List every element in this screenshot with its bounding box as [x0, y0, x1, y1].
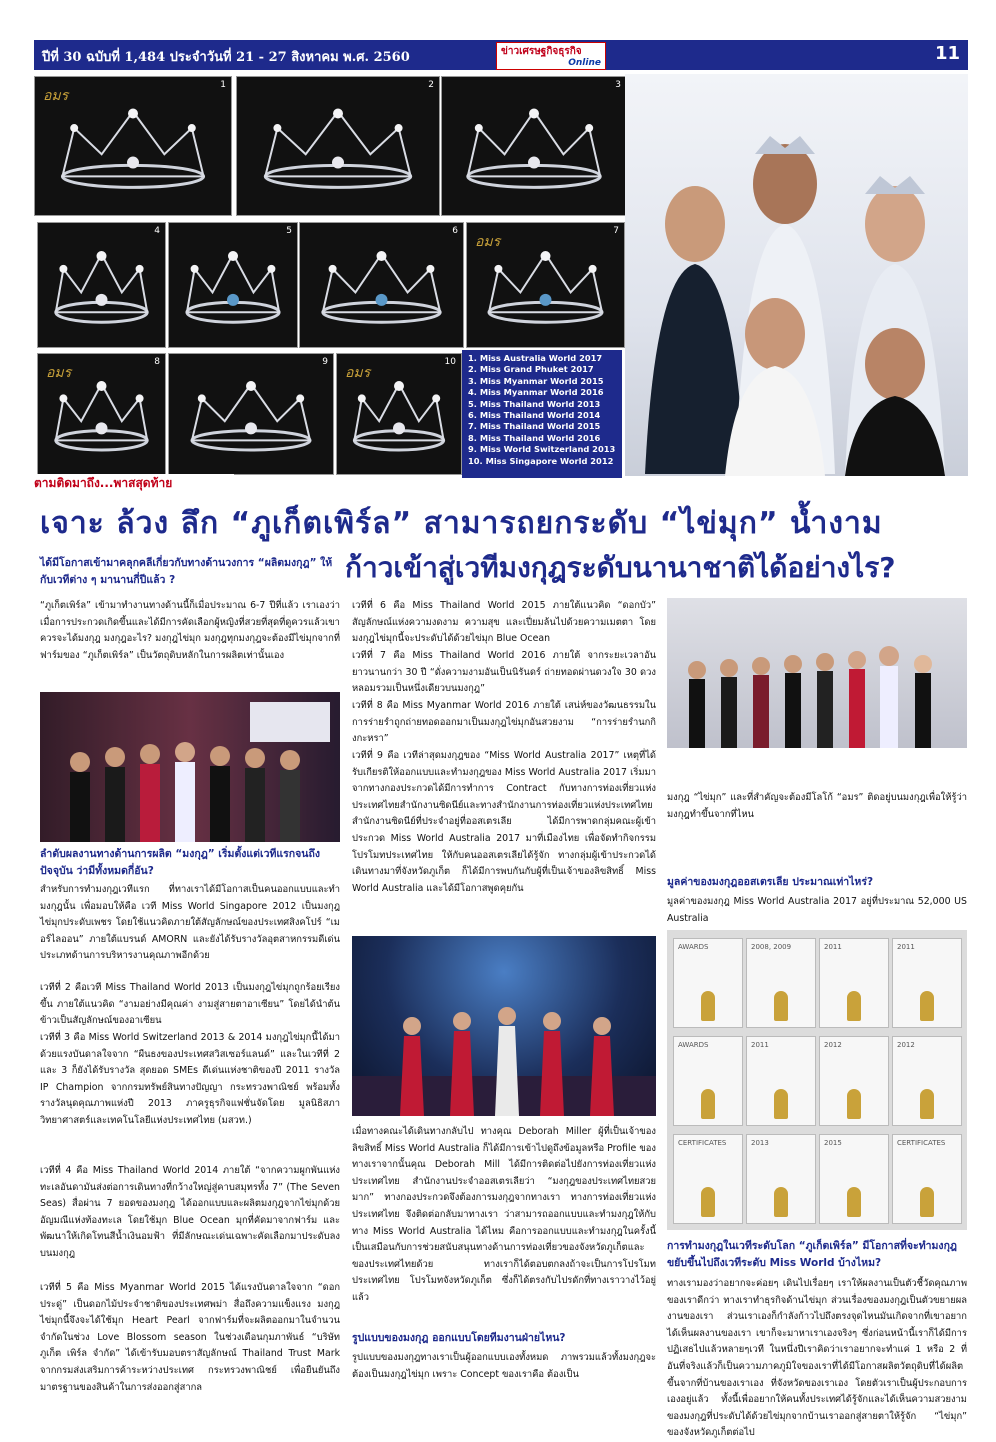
award-label: 2008, 2009: [751, 943, 792, 951]
paragraph: มงกุฎ “ไข่มุก” และที่สำคัญจะต้องมีโลโก้ “อมร” ติดอยู่บนมงกุฎเพื่อให้รู้ว่ามงกุฎทำขึ้นจากที่ไหน: [667, 792, 967, 820]
legend-item: 3. Miss Myanmar World 2015: [468, 375, 604, 386]
stage-photo: [352, 936, 656, 1116]
legend-item: 4. Miss Myanmar World 2016: [468, 387, 604, 398]
award-label: CERTIFICATES: [678, 1139, 727, 1147]
queens-photo: [625, 74, 968, 476]
crown-photo: [336, 353, 462, 475]
award-label: 2011: [824, 943, 842, 951]
legend-item: 2. Miss Grand Phuket 2017: [468, 364, 594, 375]
trophy-icon: [774, 991, 788, 1021]
crown-photo: [34, 76, 232, 216]
paragraph: เวทีที่ 6 คือ Miss Thailand World 2015 ภายใต้แนวคิด “ดอกบัว” สัญลักษณ์แห่งความงดงาม ความสุข และเปี่ยมล้นไปด้วยความเมตตา โดยมงกุฎไข่มุกนี้จะประดับได้ด้วยไข่มุก Blue Ocean: [352, 600, 656, 645]
crown-photo: [168, 222, 298, 348]
paragraph: รูปแบบของมงกุฎทางเราเป็นผู้ออกแบบเองทั้งหมด ภาพรวมแล้วทั้งมงกุฎจะต้องเป็นมงกุฎไข่มุก เพราะ Concept ของเราคือ ต้องเป็น: [352, 1352, 656, 1380]
crown-icon: [169, 354, 333, 474]
paragraph: เวทีที่ 2 คือเวที Miss Thailand World 2013 เป็นมงกุฎไข่มุกถูกร้อยเรียงขึ้น ภายใต้แนวคิด “งามอย่างมีคุณค่า งามสู่สายตาอาเซียน” โดยได้นำต้นข้าวเป็นสัญลักษณ์ของอาเซียน: [40, 982, 340, 1027]
legend-item: 9. Miss World Switzerland 2013: [468, 444, 616, 455]
amorn-logo: อมร: [345, 365, 371, 381]
awards-panel: [667, 930, 967, 1230]
crown-number: 3: [615, 80, 621, 90]
paragraph: เวทีที่ 4 คือ Miss Thailand World 2014 ภายใต้ “จากความผูกพันแห่งทะเลอันดามันส่งต่อการเดินทางที่กว้างใหญ่สู่คาบสมุทรทั้ง 7” (The Seven Seas) สื่อผ่าน 7 ยอดของมงกุฎ ได้ออกแบบและผลิตมงกุฎจากไข่มุกด้วย อัญมณีแห่งท้องทะเล โดยใช้มุก Blue Ocean มุกที่คัดมาจากฟาร์ม และพัฒนาให้เกิดโทนสีน้ำเงินอมฟ้า ที่มีลักษณะเด่นเฉพาะคัดเลือกมาประดับลงบนมงกุฎ: [40, 1165, 340, 1259]
delegation-illustration: [667, 598, 967, 748]
trophy-icon: [847, 1089, 861, 1119]
trophy-icon: [701, 991, 715, 1021]
trophy-icon: [920, 1089, 934, 1119]
trophy-icon: [847, 1187, 861, 1217]
crown-number: 7: [613, 226, 619, 236]
question-5: การทำมงกุฎในเวทีระดับโลก “ภูเก็ตเพิร์ล” มีโอกาสที่จะทำมงกุฎขยับขึ้นไปถึงเวทีระดับ Miss World บ้างไหม?: [667, 1240, 957, 1269]
paragraph: เวทีที่ 5 คือ Miss Myanmar World 2015 ได้แรงบันดาลใจจาก “ดอกประดู่” เป็นดอกไม้ประจำชาติของประเทศพม่า สื่อถึงความแข็งแรง มงกุฎไข่มุกนี้จึงจะได้ใช้มุก Heart Pearl จากฟาร์มที่จะผลิตออกมาในจำนวนจำกัดในช่วง Love Blossom season ในช่วงเดือนกุมภาพันธ์ “บริษัท ภูเก็ต เพิร์ล จำกัด” ได้เข้ารับมอบตราสัญลักษณ์ Thailand Trust Mark จากกรมส่งเสริมการค้าระหว่างประเทศ กระทรวงพาณิชย์ เพื่อยืนยันถึงมาตรฐานของสินค้าในการส่งออกสู่สากล: [40, 1282, 340, 1393]
event-photo-1: [40, 692, 340, 842]
crown-number: 4: [154, 226, 160, 236]
crown-icon: [237, 77, 439, 215]
trophy-icon: [920, 991, 934, 1021]
amorn-logo: อมร: [475, 234, 501, 250]
paragraph: มูลค่าของมงกุฎ Miss World Australia 2017 อยู่ที่ประมาณ 52,000 US Australia: [667, 896, 967, 924]
legend-item: 5. Miss Thailand World 2013: [468, 398, 601, 409]
award-label: 2012: [824, 1041, 842, 1049]
paragraph: ทางเรามองว่าอยากจะค่อยๆ เดินไปเรื่อยๆ เราให้ผลงานเป็นตัวชี้วัดคุณภาพของเราดีกว่า ทางเราทำธุรกิจด้านไข่มุก ส่วนเรื่องของมงกุฎเป็นตัวขยายผลงานของเรา ส่วนเราเองก็กำลังก้าวไปถึงตรงจุดไหนมันเกิดจากที่เขาอยากได้เห็นผลงานของเรา เขาก็จะมาหาเราเองจริงๆ ซึ่งก่อนหน้านี้เราก็ได้มีการปฏิเสธไปแล้วหลายๆเวที ในหนึ่งปีเราคิดว่าเราอยากจะทำแค่ 1 หรือ 2 ที่ อันที่จริงแล้วก็เป็นความภาคภูมิใจของเราที่ได้มีโอกาสผลิตวัตถุดิบที่ได้ผลิตขึ้นจากที่บ้านของเราเอง ที่จังหวัดของเราเอง โดยตัวเราเป็นผู้ประกอบการเองอยู่แล้ว ทั้งนี้เพื่ออยากให้คนทั้งประเทศได้รู้จักและได้เห็นความสวยงามของมงกุฎที่ประดับได้ด้วยไข่มุกจากบ้านเราออกสู่สายตาให้รู้จัก “ไข่มุก” ของจังหวัดภูเก็ตต่อไป: [667, 1278, 967, 1439]
crown-photo: [236, 76, 440, 216]
award-card: [673, 1036, 743, 1126]
trophy-icon: [774, 1187, 788, 1217]
paragraph: สำหรับการทำมงกุฎเวทีแรก ที่ทางเราได้มีโอกาสเป็นคนออกแบบและทำมงกุฎนั้น เพื่อมอบให้คือ เวที Miss World Singapore 2012 เป็นมงกุฎไข่มุกประดับเพชร โดยใช้แนวคิดภายใต้สัญลักษณ์ของประเทศสิงคโปร์ “เมอร์ไลออน” ภายใต้แบรนด์ AMORN และยังได้รับรางวัลอุตสาหกรรมดีเด่นประเภทด้านการบริหารงานคุณภาพอีกด้วย: [40, 884, 340, 962]
legend-item: 7. Miss Thailand World 2015: [468, 421, 601, 432]
issue-line: ปีที่ 30 ฉบับที่ 1,484 ประจำวันที่ 21 - 27 สิงหาคม พ.ศ. 2560: [42, 50, 410, 65]
kicker: ตามติดมาถึง...พาสสุดท้าย: [34, 474, 234, 490]
brand-bottom: Online: [568, 58, 601, 68]
crown-icon: [442, 77, 626, 215]
legend-item: 1. Miss Australia World 2017: [468, 353, 603, 363]
crown-icon: [169, 223, 297, 347]
paragraph: เวทีที่ 8 คือ Miss Myanmar World 2016 ภายใต้ เสน่ห์ของวัฒนธรรมในการร่ายรำถูกถ่ายทอดออกมาเป็นมงกุฎไข่มุกอันสวยงาม “การร่ายรำนกกิงกะหรา”: [352, 700, 656, 745]
crown-photo: [299, 222, 464, 348]
award-label: 2015: [824, 1139, 842, 1147]
paragraph: เมื่อทางคณะได้เดินทางกลับไป ทางคุณ Deborah Miller ผู้ที่เป็นเจ้าของลิขสิทธิ์ Miss World Australia ก็ได้มีการเข้าไปดูถึงข้อมูลหรือ Profile ของทางเราจากนั้นคุณ Deborah Mill ได้มีการติดต่อไปยังการท่องเที่ยวแห่งประเทศไทย สำนักงานประจำออสเตรเลียว่า “มงกุฎของประเทศไทยสวยมาก” ทางกองประกวดจึงต้องการมงกุฎจากทางเรา ทางการท่องเที่ยวแห่งประเทศไทย จึงติดต่อกลับมาทางเรา ว่าสามารถออกแบบและทำมงกุฎให้กับทาง Miss World Australia ได้ไหม คือการออกแบบและทำมงกุฎในครั้งนี้ เป็นเสมือนกับการช่วยสนับสนุนทางด้านการท่องเที่ยวของจังหวัดภูเก็ตและของประเทศไทยด้วย ทางเราก็ได้ตอบตกลงถ้าจะเป็นการโปรโมทประเทศไทย โปรโมทจังหวัดภูเก็ต ซึ่งก็ได้ตรงกับไปรดักที่ทางเราวางไว้อยู่แล้ว: [352, 1126, 656, 1303]
newspaper-logo: [496, 42, 606, 70]
crown-number: 10: [444, 357, 456, 367]
award-label: 2011: [897, 943, 915, 951]
crown-photo: [441, 76, 627, 216]
crown-photo: [168, 353, 334, 475]
crown-number: 9: [322, 357, 328, 367]
trophy-icon: [847, 991, 861, 1021]
award-label: 2012: [897, 1041, 915, 1049]
page-number: 11: [934, 43, 960, 64]
trophy-icon: [774, 1089, 788, 1119]
crown-icon: [38, 223, 165, 347]
crown-number: 1: [220, 80, 226, 90]
award-card: [673, 938, 743, 1028]
crown-photo: [37, 222, 166, 348]
delegation-photo: [667, 598, 967, 748]
brand-top: ข่าวเศรษฐกิจธุรกิจ: [501, 46, 582, 57]
award-card: [819, 1036, 889, 1126]
legend-item: 8. Miss Thailand World 2016: [468, 432, 601, 443]
question-1: ได้มีโอกาสเข้ามาคลุกคลีเกี่ยวกับทางด้านวงการ “ผลิตมงกุฎ” ให้กับเวทีต่าง ๆ มานานกี่ปีแล้ว ?: [40, 557, 333, 586]
award-label: AWARDS: [678, 1041, 709, 1049]
award-card: [892, 938, 962, 1028]
crown-number: 5: [286, 226, 292, 236]
crown-icon: [300, 223, 463, 347]
trophy-icon: [701, 1187, 715, 1217]
award-card: [746, 1036, 816, 1126]
paragraph: เวทีที่ 9 คือ เวทีล่าสุดมงกุฎของ “Miss World Australia 2017” เหตุที่ได้รับเกียรติให้ออกแบบและทำมงกุฎของ Miss World Australia 2017 เริ่มมาจากทางกองประกวดได้มีการทำการ Contract กับทางการท่องเที่ยวแห่งประเทศไทยสำนักงานซิดนีย์และทางสำนักงานการท่องเที่ยวแห่งประเทศไทย สำนักงานซิดนีย์ที่ประจำอยู่ที่ออสเตรเลีย ได้มีการพาดกลุ่มคณะผู้เข้าประกวด Miss World Australia 2017 มาที่เมืองไทย เพื่อจัดทำกิจกรรมโปรโมทประเทศไทย ให้กับคนออสเตรเลียได้รู้จัก ทางกลุ่มผู้เข้าประกวดได้เดินทางมาที่จังหวัดภูเก็ต ก็ได้มีการพบกันกับผู้ที่เป็นเจ้าของลิขสิทธิ์ Miss World Australia และได้มีโอกาสพูดคุยกัน: [352, 750, 656, 894]
legend-item: 10. Miss Singapore World 2012: [468, 455, 614, 466]
question-3: รูปแบบของมงกุฎ ออกแบบโดยทีมงานฝ่ายไหน?: [352, 1332, 566, 1344]
subheadline: ก้าวเข้าสู่เวทีมงกุฎระดับนานาชาติได้อย่างไร?: [345, 551, 896, 584]
crown-photo: [466, 222, 625, 348]
amorn-logo: อมร: [43, 88, 69, 104]
award-label: 2011: [751, 1041, 769, 1049]
crown-number: 6: [452, 226, 458, 236]
award-card: [819, 938, 889, 1028]
award-label: 2013: [751, 1139, 769, 1147]
paragraph: เวทีที่ 3 คือ Miss World Switzerland 2013 & 2014 มงกุฎไข่มุกนี้ได้มาด้วยแรงบันดาลใจจาก “ผืนธงของประเทศสวิสเซอร์แลนด์” และในเวทีที่ 2 และ 3 ก็ยังได้รับรางวัล สุดยอด SMEs ดีเด่นแห่งชาติของปี 2011 รางวัล IP Champion จากกรมทรัพย์สินทางปัญญา กระทรวงพาณิชย์ พร้อมทั้งรางวัลนุดคุณภาพแห่งปี 2013 ภาครูธุรกิจแฟชั่นจัดโดย มูลนิธิสภาวิทยาศาสตร์และเทคโนโลยีแห่งประเทศไทย (มสวท.): [40, 1032, 340, 1126]
stage-illustration: [352, 936, 656, 1116]
award-label: AWARDS: [678, 943, 709, 951]
award-card: [892, 1036, 962, 1126]
queens-illustration: [625, 74, 968, 476]
crown-number: 8: [154, 357, 160, 367]
award-card: [892, 1134, 962, 1224]
award-card: [746, 1134, 816, 1224]
award-card: [673, 1134, 743, 1224]
award-card: [819, 1134, 889, 1224]
trophy-icon: [920, 1187, 934, 1217]
crown-photo: [37, 353, 166, 475]
headline: เจาะ ล้วง ลึก “ภูเก็ตเพิร์ล” สามารถยกระดับ “ไข่มุก” น้ำงาม: [40, 506, 883, 541]
header-bar: [34, 40, 968, 70]
question-4: มูลค่าของมงกุฎออสเตรเลีย ประมาณเท่าไหร่?: [667, 876, 874, 888]
award-label: CERTIFICATES: [897, 1139, 946, 1147]
crown-legend: [462, 350, 622, 478]
crown-number: 2: [428, 80, 434, 90]
amorn-logo: อมร: [46, 365, 72, 381]
trophy-icon: [701, 1089, 715, 1119]
event-illustration: [40, 692, 340, 842]
legend-item: 6. Miss Thailand World 2014: [468, 410, 601, 421]
paragraph: เวทีที่ 7 คือ Miss Thailand World 2016 ภายใต้ จากระยะเวลาอันยาวนานกว่า 30 ปี “ดั่งความงามอันเป็นนิรันดร์ ถ่ายทอดผ่านดวงใจ 30 ดวง หลอมรวมเป็นหนึ่งเดียวบนมงกุฎ”: [352, 650, 656, 695]
award-card: [746, 938, 816, 1028]
paragraph: “ภูเก็ตเพิร์ล” เข้ามาทำงานทางด้านนี้ก็เมื่อประมาณ 6-7 ปีที่แล้ว เราเองว่าเมื่อการประกวดเกิดขึ้นและได้มีการคัดเลือกผู้หญิงที่สวยที่สุดที่ดูควรแล้วเขาควรจะได้มงกุฎ มงกุฎอะไร? มงกุฎไข่มุก มงกุฎทุกมงกุฎจะต้องมีไข่มุกจากที่ฟาร์มของ “ภูเก็ตเพิร์ล” เป็นวัตถุดิบหลักในการผลิตเท่านั้นเอง: [40, 600, 340, 661]
question-2: ลำดับผลงานทางด้านการผลิต “มงกุฎ” เริ่มตั้งแต่เวทีแรกจนถึงปัจจุบัน ว่ามีทั้งหมดกี่อัน?: [40, 848, 320, 877]
